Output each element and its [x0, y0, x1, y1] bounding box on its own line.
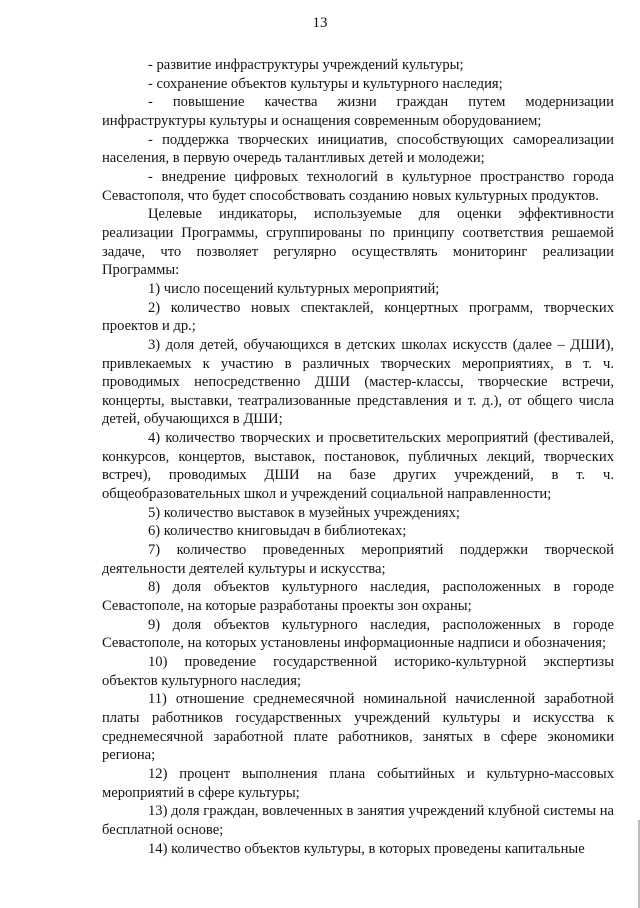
indicator-item-9: 9) доля объектов культурного наследия, расположенных в городе Севастополе, на которых установлены информационные надписи и обозначения;	[102, 616, 614, 652]
page-number: 13	[312, 15, 328, 31]
indicator-item-8: 8) доля объектов культурного наследия, расположенных в городе Севастополе, на которые разработаны проекты зон охраны;	[102, 579, 614, 615]
paragraph-indicators-intro: Целевые индикаторы, используемые для оценки эффективности реализации Программы, сгруппированы по принципу соответствия решаемой задаче, что позволяет регулярно осуществлять мониторинг реализации Программы:	[102, 206, 614, 279]
indicator-item-10: 10) проведение государственной историко-культурной экспертизы объектов культурного наследия;	[102, 654, 614, 689]
indicator-item-6: 6) количество книговыдач в библиотеках;	[148, 523, 407, 540]
indicator-item-1: 1) число посещений культурных мероприятий;	[148, 280, 440, 297]
indicator-item-3: 3) доля детей, обучающихся в детских школах искусств (далее – ДШИ), привлекаемых к участию в различных творческих мероприятиях, в т. ч. проводимых непосредственно ДШИ (мастер-классы, творческие встречи, концерты, выставки, театрализованные представления и т. д.), от общего числа детей, обучающихся в ДШИ;	[102, 336, 614, 428]
indicator-item-5: 5) количество выставок в музейных учреждениях;	[148, 504, 460, 521]
paragraph-goal-digital-technologies: - внедрение цифровых технологий в культурное пространство города Севастополя, что будет способствовать созданию новых культурных продуктов.	[102, 168, 614, 204]
indicator-item-7: 7) количество проведенных мероприятий поддержки творческой деятельности деятелей культуры и искусства;	[102, 542, 614, 577]
indicator-item-14: 14) количество объектов культуры, в которых проведены капитальные	[148, 840, 585, 857]
paragraph-goal-heritage: - сохранение объектов культуры и культурного наследия;	[148, 75, 503, 92]
paragraph-goal-creative-initiatives: - поддержка творческих инициатив, способствующих самореализации населения, в первую очередь талантливых детей и молодежи;	[102, 131, 614, 167]
paragraph-goal-infrastructure: - развитие инфраструктуры учреждений культуры;	[148, 57, 464, 73]
indicator-item-12: 12) процент выполнения плана событийных и культурно-массовых мероприятий в сфере культуры;	[102, 765, 614, 801]
indicator-item-4: 4) количество творческих и просветительских мероприятий (фестивалей, конкурсов, концертов, выставок, постановок, публичных лекций, творческих встреч), проводимых ДШИ на базе других учреждений, в т. ч. общеобразовательных школ и учреждений социальной направленности;	[102, 430, 614, 503]
indicator-item-11: 11) отношение среднемесячной номинальной начисленной заработной платы работников государственных учреждений культуры и искусства к среднемесячной заработной плате работников, занятых в сфере экономики региона;	[102, 691, 614, 764]
indicator-item-13: 13) доля граждан, вовлеченных в занятия учреждений клубной системы на бесплатной основе;	[102, 803, 614, 838]
indicator-item-2: 2) количество новых спектаклей, концертных программ, творческих проектов и др.;	[102, 299, 614, 335]
paragraph-goal-quality-of-life: - повышение качества жизни граждан путем модернизации инфраструктуры культуры и оснащения современным оборудованием;	[102, 94, 614, 129]
document-body	[102, 56, 614, 858]
